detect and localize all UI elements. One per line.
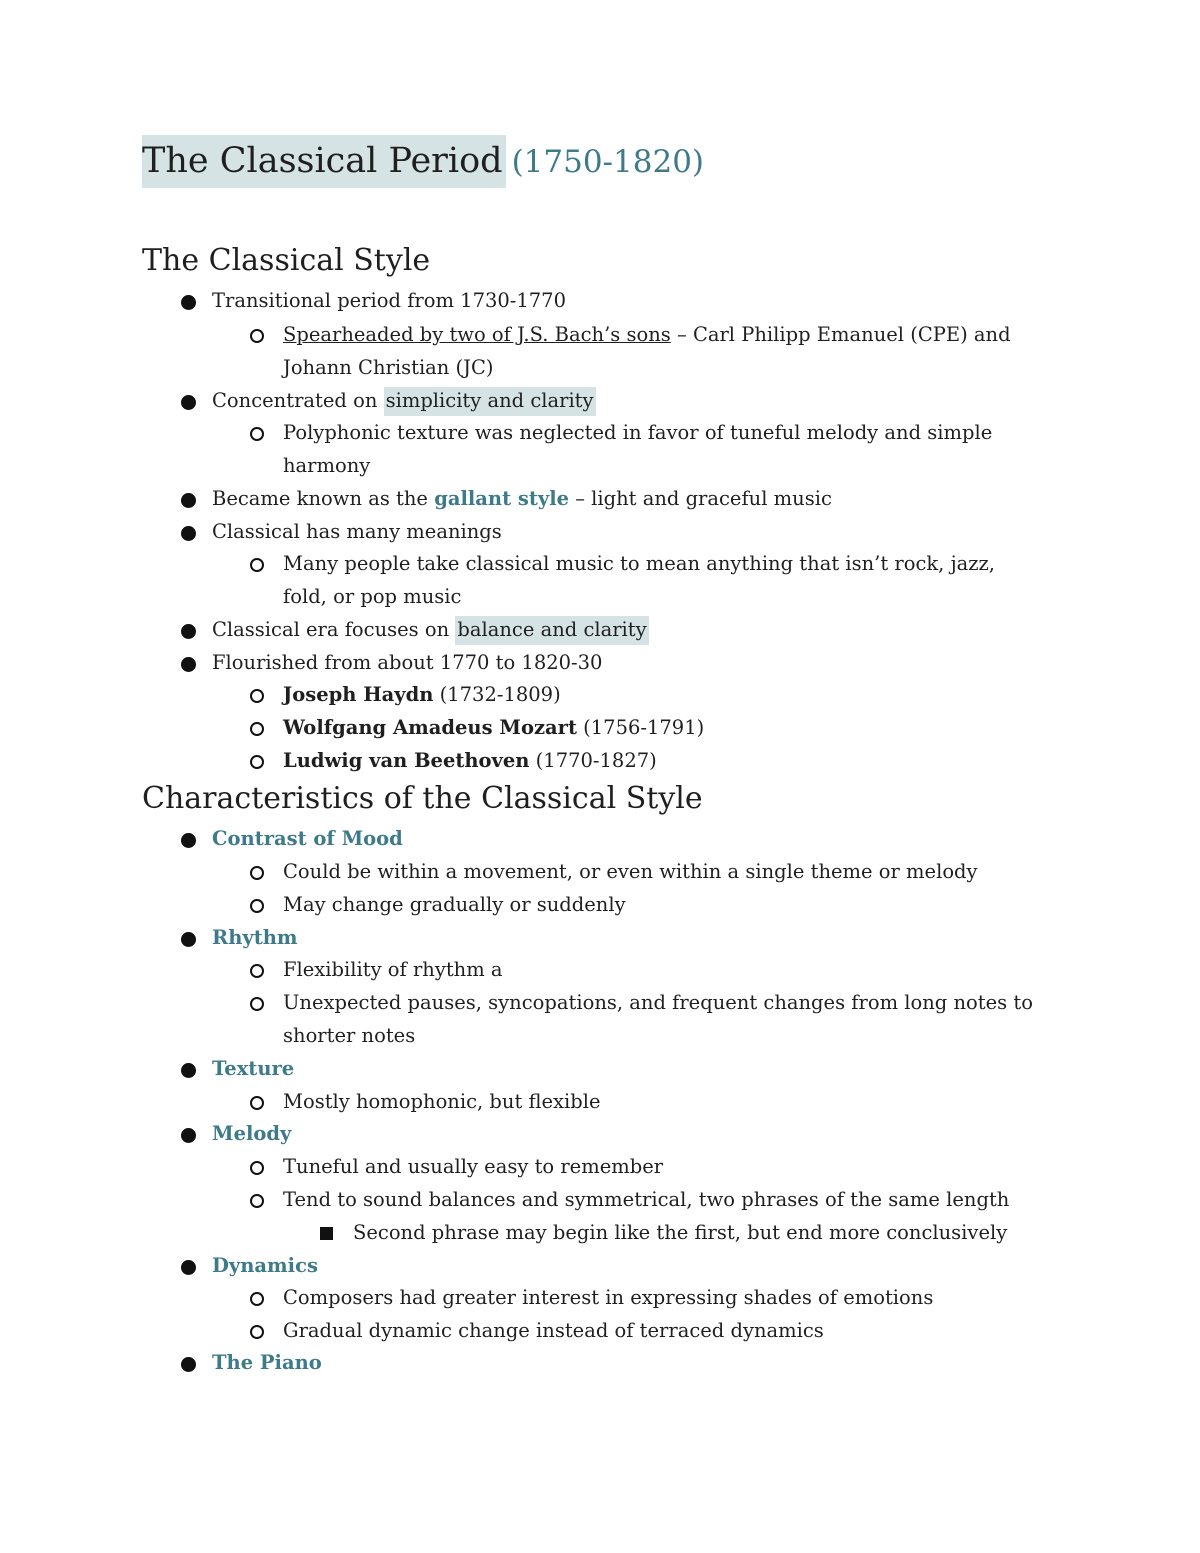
list-item-composer xyxy=(283,681,561,709)
filled-bullet-icon xyxy=(181,1128,196,1143)
section-heading-classical-style: The Classical Style xyxy=(142,243,431,278)
category-melody: Melody xyxy=(212,1122,292,1145)
list-item-text: Concentrated on xyxy=(212,389,384,412)
list-item-text: Classical era focuses on xyxy=(212,618,456,641)
list-item: Many people take classical music to mean anything that isn’t rock, jazz, xyxy=(283,552,995,575)
hollow-bullet-icon xyxy=(250,1292,264,1306)
list-item-continuation: Johann Christian (JC) xyxy=(283,356,494,379)
category-contrast-of-mood: Contrast of Mood xyxy=(212,827,403,850)
hollow-bullet-icon xyxy=(250,1096,264,1110)
list-item: Tend to sound balances and symmetrical, two phrases of the same length xyxy=(283,1188,1010,1211)
list-item-composer xyxy=(283,714,704,742)
list-item: Classical has many meanings xyxy=(212,520,502,543)
composer-name: Ludwig van Beethoven xyxy=(283,749,530,772)
composer-name: Wolfgang Amadeus Mozart xyxy=(283,716,577,739)
hollow-bullet-icon xyxy=(250,866,264,880)
list-item-continuation: fold, or pop music xyxy=(283,585,462,608)
filled-bullet-icon xyxy=(181,833,196,848)
title-main: The Classical Period xyxy=(142,135,506,188)
list-item: Transitional period from 1730-1770 xyxy=(212,289,566,312)
list-item-text: Became known as the xyxy=(212,487,435,510)
hollow-bullet-icon xyxy=(250,558,264,572)
list-item xyxy=(212,616,649,644)
list-item-composer xyxy=(283,747,657,775)
category-texture: Texture xyxy=(212,1057,295,1080)
list-item-text: – light and graceful music xyxy=(569,487,832,510)
filled-bullet-icon xyxy=(181,295,196,310)
category-the-piano: The Piano xyxy=(212,1351,322,1374)
section-heading-characteristics: Characteristics of the Classical Style xyxy=(142,781,703,816)
hollow-bullet-icon xyxy=(250,722,264,736)
composer-years: (1756-1791) xyxy=(576,716,705,739)
term-gallant-style: gallant style xyxy=(434,487,570,510)
hollow-bullet-icon xyxy=(250,755,264,769)
filled-bullet-icon xyxy=(181,1260,196,1275)
hollow-bullet-icon xyxy=(250,427,264,441)
list-item-text: – Carl Philipp Emanuel (CPE) and xyxy=(670,323,1011,346)
filled-bullet-icon xyxy=(181,493,196,508)
list-item-continuation: harmony xyxy=(283,454,371,477)
hollow-bullet-icon xyxy=(250,329,264,343)
list-item: Mostly homophonic, but flexible xyxy=(283,1090,601,1113)
hollow-bullet-icon xyxy=(250,997,264,1011)
filled-bullet-icon xyxy=(181,1063,196,1078)
composer-years: (1732-1809) xyxy=(433,683,561,706)
hollow-bullet-icon xyxy=(250,1325,264,1339)
filled-bullet-icon xyxy=(181,395,196,410)
hollow-bullet-icon xyxy=(250,689,264,703)
category-dynamics: Dynamics xyxy=(212,1254,318,1277)
list-item: Flexibility of rhythm a xyxy=(283,958,503,981)
list-item: Gradual dynamic change instead of terraced dynamics xyxy=(283,1319,824,1342)
filled-bullet-icon xyxy=(181,526,196,541)
list-item: Composers had greater interest in expressing shades of emotions xyxy=(283,1286,934,1309)
hollow-bullet-icon xyxy=(250,964,264,978)
hollow-bullet-icon xyxy=(250,1161,264,1175)
list-item xyxy=(283,321,1011,349)
list-item: Could be within a movement, or even within a single theme or melody xyxy=(283,860,978,883)
highlighted-text: simplicity and clarity xyxy=(384,387,596,416)
filled-bullet-icon xyxy=(181,1357,196,1372)
page-title xyxy=(142,140,704,196)
filled-bullet-icon xyxy=(181,932,196,947)
filled-bullet-icon xyxy=(181,657,196,672)
list-item: Unexpected pauses, syncopations, and frequent changes from long notes to xyxy=(283,991,1033,1014)
hollow-bullet-icon xyxy=(250,899,264,913)
list-item: Polyphonic texture was neglected in favor of tuneful melody and simple xyxy=(283,421,993,444)
category-rhythm: Rhythm xyxy=(212,926,298,949)
list-item-continuation: shorter notes xyxy=(283,1024,416,1047)
square-bullet-icon xyxy=(320,1227,333,1240)
list-item xyxy=(212,485,832,513)
list-item: Tuneful and usually easy to remember xyxy=(283,1155,664,1178)
hollow-bullet-icon xyxy=(250,1194,264,1208)
title-years: (1750-1820) xyxy=(511,144,705,180)
list-item: Second phrase may begin like the first, but end more conclusively xyxy=(353,1221,1008,1244)
list-item xyxy=(212,387,596,415)
composer-name: Joseph Haydn xyxy=(283,683,434,706)
underlined-text: Spearheaded by two of J.S. Bach’s sons xyxy=(283,323,671,346)
highlighted-text: balance and clarity xyxy=(455,616,648,645)
composer-years: (1770-1827) xyxy=(529,749,657,772)
list-item: Flourished from about 1770 to 1820-30 xyxy=(212,651,603,674)
filled-bullet-icon xyxy=(181,624,196,639)
list-item: May change gradually or suddenly xyxy=(283,893,626,916)
